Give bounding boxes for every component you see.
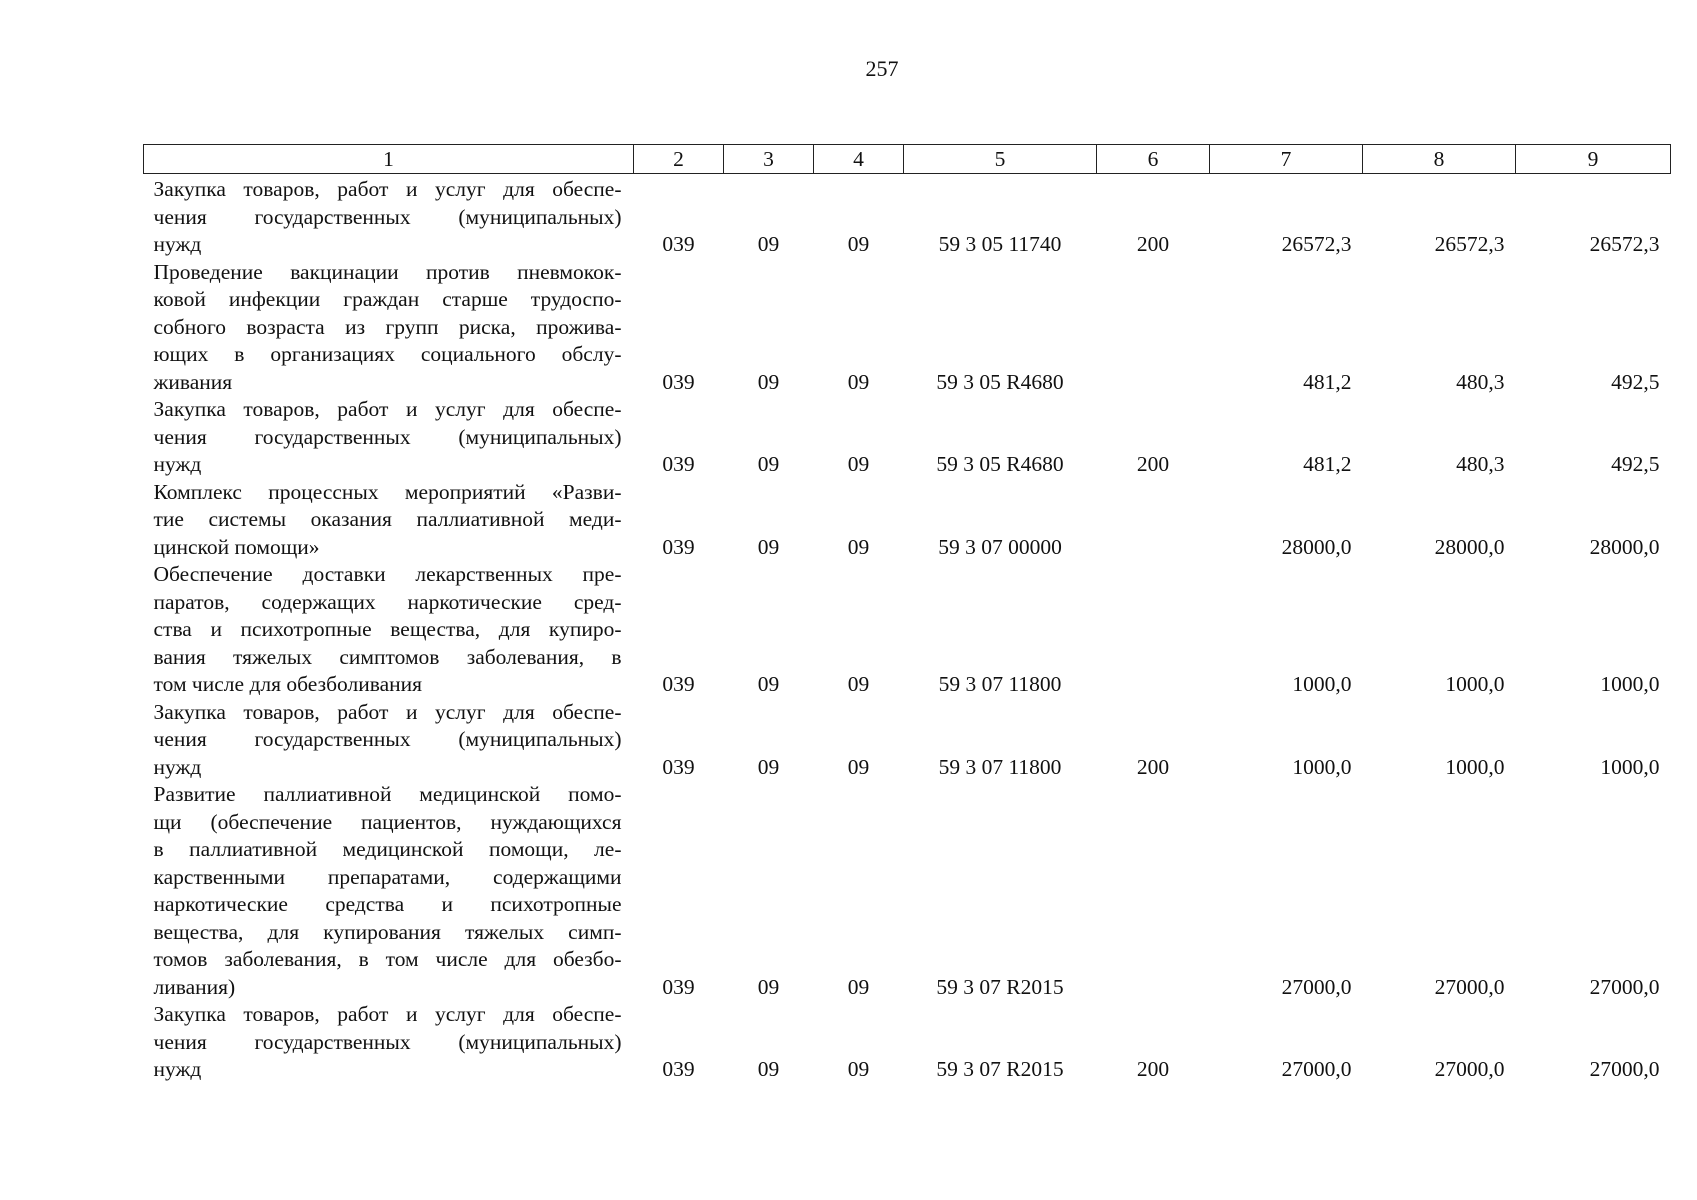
amount-year1-cell: 28000,0 bbox=[1281, 534, 1352, 559]
ministry-code-cell: 039 bbox=[662, 754, 695, 779]
target-article-cell: 59 3 05 R4680 bbox=[936, 452, 1064, 476]
item-name-cell bbox=[144, 396, 634, 479]
table-row bbox=[144, 781, 1671, 1001]
item-name-line: Закупка товаров, работ и услуг для обеспе- bbox=[153, 1002, 622, 1026]
subsection-code-cell: 09 bbox=[847, 534, 870, 559]
subsection-code-cell: 09 bbox=[847, 232, 870, 256]
ministry-code-cell: 039 bbox=[662, 1057, 695, 1081]
item-name-line: нужд bbox=[153, 452, 202, 476]
item-name-line: нужд bbox=[153, 1057, 202, 1081]
amount-year2-cell: 480,3 bbox=[1456, 369, 1505, 394]
amount-year3-cell: 1000,0 bbox=[1600, 672, 1660, 696]
item-name-cell bbox=[144, 781, 634, 1001]
amount-year2-cell: 1000,0 bbox=[1445, 672, 1505, 696]
item-name-line: вещества, для купирования тяжелых симп- bbox=[153, 919, 622, 944]
item-name-line: паратов, содержащих наркотические сред- bbox=[153, 589, 622, 614]
item-name-cell bbox=[144, 174, 634, 259]
amount-year3-cell: 27000,0 bbox=[1589, 974, 1660, 999]
expense-type-cell bbox=[1097, 781, 1210, 1001]
section-code-cell: 09 bbox=[757, 672, 780, 696]
header-cell-8: 8 bbox=[1363, 145, 1516, 174]
expense-type-cell: 200 bbox=[1136, 452, 1170, 476]
item-name-line: ющих в организациях социального обслу- bbox=[153, 342, 622, 366]
expense-type-cell bbox=[1097, 259, 1210, 397]
item-name-line: ливания) bbox=[153, 974, 236, 999]
item-name-line: чения государственных (муниципальных) bbox=[153, 424, 622, 449]
item-name-line: в паллиативной медицинской помощи, ле- bbox=[153, 837, 622, 861]
amount-year3-cell: 27000,0 bbox=[1589, 1057, 1660, 1081]
header-cell-7: 7 bbox=[1210, 145, 1363, 174]
item-name-line: Закупка товаров, работ и услуг для обеспе- bbox=[153, 397, 622, 421]
amount-year2-cell: 480,3 bbox=[1456, 452, 1505, 476]
item-name-line: собного возраста из групп риска, прожива- bbox=[153, 314, 622, 339]
amount-year1-cell: 27000,0 bbox=[1281, 1057, 1352, 1081]
ministry-code-cell: 039 bbox=[662, 672, 695, 696]
table-row bbox=[144, 174, 1671, 259]
header-row bbox=[144, 145, 1671, 174]
item-name-cell bbox=[144, 699, 634, 782]
section-code-cell: 09 bbox=[757, 534, 780, 559]
table-header bbox=[144, 145, 1671, 174]
table-row bbox=[144, 699, 1671, 782]
target-article-cell: 59 3 07 00000 bbox=[938, 534, 1062, 559]
section-code-cell: 09 bbox=[757, 754, 780, 779]
item-name-line: наркотические средства и психотропные bbox=[153, 892, 622, 916]
item-name-line: нужд bbox=[153, 232, 202, 256]
table-row bbox=[144, 396, 1671, 479]
target-article-cell: 59 3 05 R4680 bbox=[936, 369, 1064, 394]
item-name-line: чения государственных (муниципальных) bbox=[153, 204, 622, 229]
amount-year2-cell: 28000,0 bbox=[1434, 534, 1505, 559]
table-row bbox=[144, 561, 1671, 699]
amount-year2-cell: 1000,0 bbox=[1445, 754, 1505, 779]
subsection-code-cell: 09 bbox=[847, 754, 870, 779]
item-name-cell bbox=[144, 259, 634, 397]
item-name-line: Закупка товаров, работ и услуг для обеспе- bbox=[153, 699, 622, 724]
item-name-line: ства и психотропные вещества, для купиро- bbox=[153, 617, 622, 641]
amount-year1-cell: 1000,0 bbox=[1292, 754, 1352, 779]
amount-year3-cell: 492,5 bbox=[1611, 452, 1660, 476]
target-article-cell: 59 3 07 11800 bbox=[938, 672, 1062, 696]
item-name-line: Закупка товаров, работ и услуг для обеспе- bbox=[153, 177, 622, 201]
header-cell-9: 9 bbox=[1516, 145, 1671, 174]
table-body bbox=[144, 174, 1671, 1084]
target-article-cell: 59 3 07 11800 bbox=[938, 754, 1062, 779]
expense-type-cell: 200 bbox=[1136, 232, 1170, 256]
amount-year3-cell: 28000,0 bbox=[1589, 534, 1660, 559]
item-name-line: нужд bbox=[153, 754, 202, 779]
item-name-cell bbox=[144, 479, 634, 562]
section-code-cell: 09 bbox=[757, 232, 780, 256]
item-name-line: томов заболевания, в том числе для обезбо- bbox=[153, 947, 622, 971]
ministry-code-cell: 039 bbox=[662, 232, 695, 256]
ministry-code-cell: 039 bbox=[662, 452, 695, 476]
section-code-cell: 09 bbox=[757, 1057, 780, 1081]
table-row bbox=[144, 479, 1671, 562]
section-code-cell: 09 bbox=[757, 369, 780, 394]
item-name-line: ковой инфекции граждан старше трудоспо- bbox=[153, 287, 622, 311]
amount-year3-cell: 1000,0 bbox=[1600, 754, 1660, 779]
expense-type-cell bbox=[1097, 561, 1210, 699]
page-number: 257 bbox=[865, 56, 899, 81]
header-cell-4: 4 bbox=[814, 145, 904, 174]
ministry-code-cell: 039 bbox=[662, 369, 695, 394]
amount-year2-cell: 26572,3 bbox=[1434, 232, 1505, 256]
amount-year1-cell: 27000,0 bbox=[1281, 974, 1352, 999]
item-name-cell bbox=[144, 1001, 634, 1084]
table-row bbox=[144, 259, 1671, 397]
section-code-cell: 09 bbox=[757, 452, 780, 476]
item-name-cell bbox=[144, 561, 634, 699]
item-name-line: Развитие паллиативной медицинской помо- bbox=[153, 782, 622, 806]
amount-year3-cell: 26572,3 bbox=[1589, 232, 1660, 256]
item-name-line: вания тяжелых симптомов заболевания, в bbox=[153, 644, 622, 669]
item-name-line: чения государственных (муниципальных) bbox=[153, 727, 622, 751]
table-row bbox=[144, 1001, 1671, 1084]
expense-type-cell: 200 bbox=[1136, 754, 1170, 779]
section-code-cell: 09 bbox=[757, 974, 780, 999]
subsection-code-cell: 09 bbox=[847, 672, 870, 696]
item-name-line: цинской помощи» bbox=[153, 534, 320, 559]
amount-year2-cell: 27000,0 bbox=[1434, 1057, 1505, 1081]
expense-type-cell bbox=[1097, 479, 1210, 562]
amount-year1-cell: 481,2 bbox=[1303, 369, 1352, 394]
ministry-code-cell: 039 bbox=[662, 974, 695, 999]
item-name-line: карственными препаратами, содержащими bbox=[153, 864, 622, 889]
header-cell-3: 3 bbox=[724, 145, 814, 174]
header-cell-2: 2 bbox=[634, 145, 724, 174]
ministry-code-cell: 039 bbox=[662, 534, 695, 559]
subsection-code-cell: 09 bbox=[847, 369, 870, 394]
item-name-line: живания bbox=[153, 369, 233, 394]
header-cell-6: 6 bbox=[1097, 145, 1210, 174]
item-name-line: Комплекс процессных мероприятий «Разви- bbox=[153, 479, 622, 504]
expense-type-cell: 200 bbox=[1136, 1057, 1170, 1081]
subsection-code-cell: 09 bbox=[847, 974, 870, 999]
item-name-line: том числе для обезболивания bbox=[153, 672, 423, 696]
target-article-cell: 59 3 05 11740 bbox=[938, 232, 1062, 256]
header-cell-1: 1 bbox=[144, 145, 634, 174]
amount-year1-cell: 1000,0 bbox=[1292, 672, 1352, 696]
target-article-cell: 59 3 07 R2015 bbox=[936, 1057, 1064, 1081]
item-name-line: Обеспечение доставки лекарственных пре- bbox=[153, 562, 622, 586]
budget-table bbox=[143, 144, 1671, 1084]
subsection-code-cell: 09 bbox=[847, 1057, 870, 1081]
amount-year1-cell: 481,2 bbox=[1303, 452, 1352, 476]
amount-year3-cell: 492,5 bbox=[1611, 369, 1660, 394]
amount-year2-cell: 27000,0 bbox=[1434, 974, 1505, 999]
item-name-line: чения государственных (муниципальных) bbox=[153, 1029, 622, 1054]
subsection-code-cell: 09 bbox=[847, 452, 870, 476]
amount-year1-cell: 26572,3 bbox=[1281, 232, 1352, 256]
item-name-line: Проведение вакцинации против пневмокок- bbox=[153, 259, 622, 284]
header-cell-5: 5 bbox=[904, 145, 1097, 174]
item-name-line: щи (обеспечение пациентов, нуждающихся bbox=[153, 809, 622, 834]
item-name-line: тие системы оказания паллиативной меди- bbox=[153, 507, 622, 531]
target-article-cell: 59 3 07 R2015 bbox=[936, 974, 1064, 999]
